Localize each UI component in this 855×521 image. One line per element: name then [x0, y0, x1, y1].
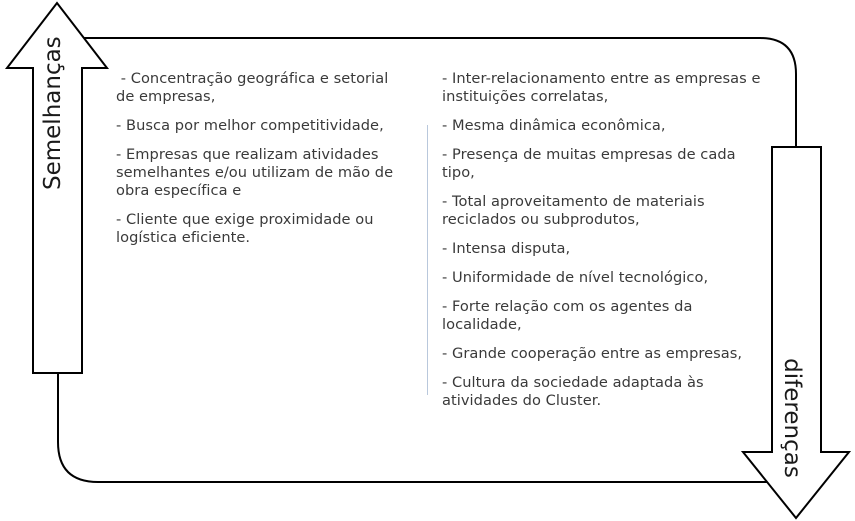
list-item: - Mesma dinâmica econômica,	[442, 117, 666, 134]
semelhancas-list	[116, 70, 406, 258]
column-divider	[427, 125, 428, 395]
diferencas-label: diferenças	[779, 358, 805, 478]
list-item: - Cliente que exige proximidade ou logística eficiente.	[116, 211, 379, 246]
semelhancas-label: Semelhanças	[40, 36, 66, 190]
list-item: - Presença de muitas empresas de cada tipo,	[442, 146, 741, 181]
list-item: - Empresas que realizam atividades semelhantes e/ou utilizam de mão de obra específica e	[116, 146, 398, 199]
list-item: - Grande cooperação entre as empresas,	[442, 345, 743, 362]
diferencas-list	[442, 70, 767, 421]
list-item: - Uniformidade de nível tecnológico,	[442, 269, 709, 286]
list-item: - Busca por melhor competitividade,	[116, 117, 384, 134]
list-item: - Total aproveitamento de materiais reciclados ou subprodutos,	[442, 193, 710, 228]
list-item: - Concentração geográfica e setorial de empresas,	[116, 70, 394, 105]
list-item: - Intensa disputa,	[442, 240, 571, 257]
list-item: - Cultura da sociedade adaptada às atividades do Cluster.	[442, 374, 709, 409]
list-item: - Forte relação com os agentes da localidade,	[442, 298, 698, 333]
list-item: - Inter-relacionamento entre as empresas e instituições correlatas,	[442, 70, 766, 105]
